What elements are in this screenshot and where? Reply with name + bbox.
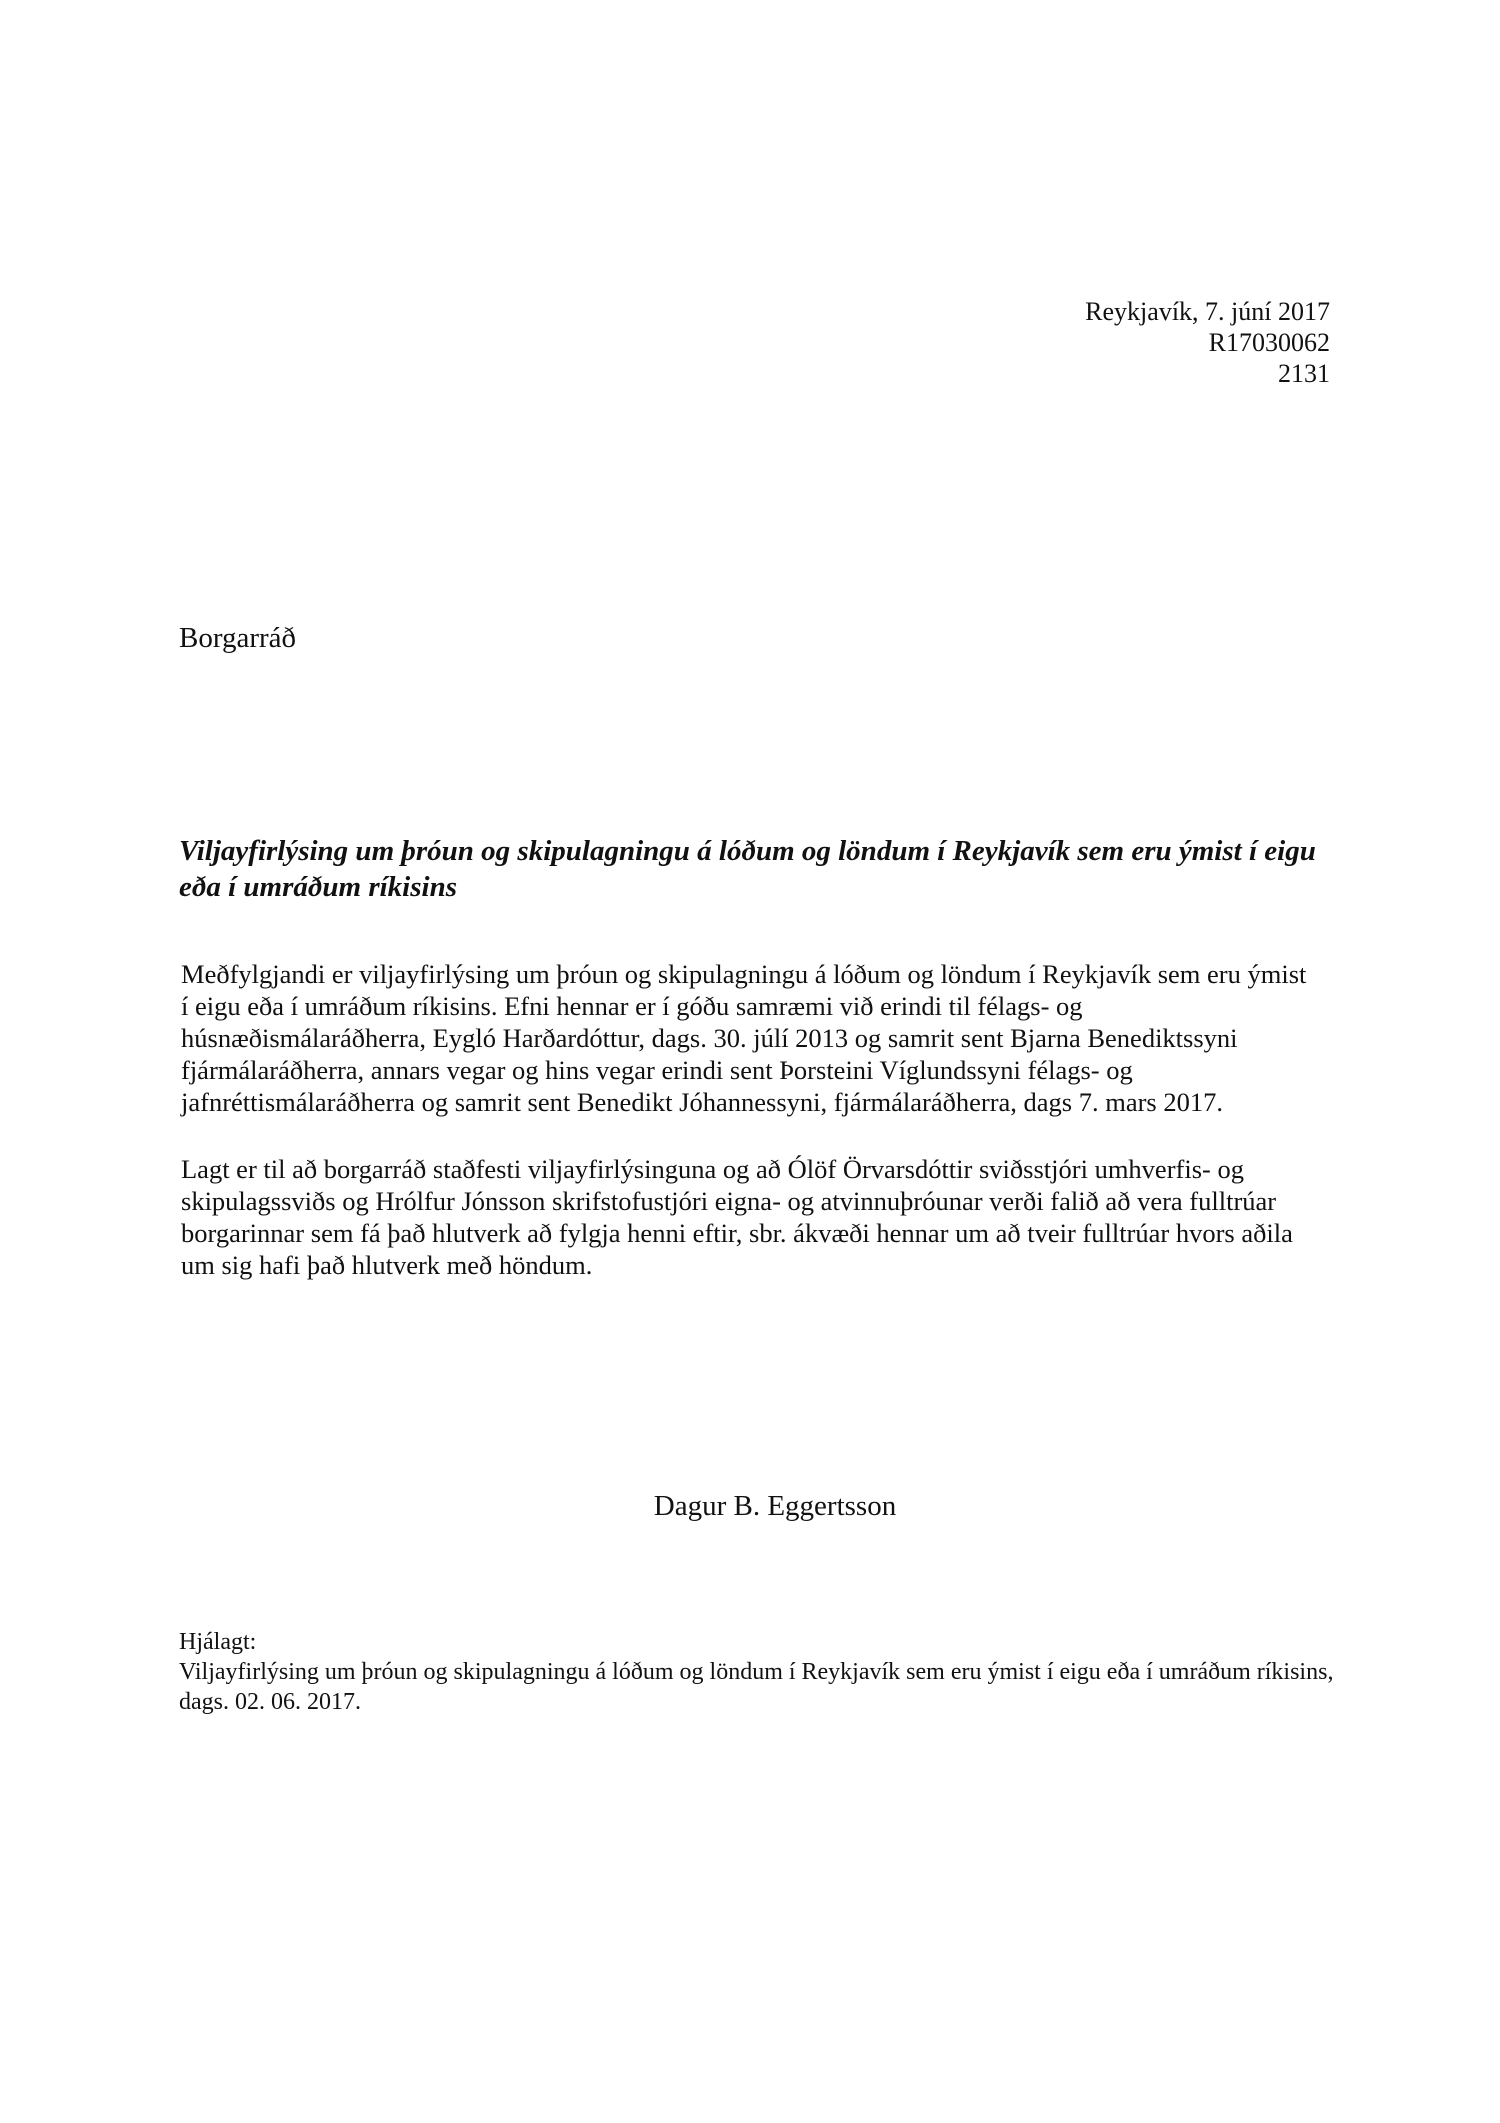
- recipient: Borgarráð: [179, 622, 297, 654]
- signature-name: Dagur B. Eggertsson: [653, 1490, 897, 1522]
- subject-heading: Viljayfirlýsing um þróun og skipulagningu á lóðum og löndum í Reykjavík sem eru ýmist í eigu eða í umráðum ríkisins: [179, 835, 1316, 903]
- attachment-label: Hjálagt:: [179, 1629, 257, 1655]
- attachment-block: [179, 1627, 1339, 1717]
- body-paragraph-2: Lagt er til að borgarráð staðfesti viljayfirlýsinguna og að Ólöf Örvarsdóttir sviðsstjóri umhverfis- og skipulagssviðs og Hrólfur Jónsson skrifstofustjóri eigna- og atvinnuþróunar verði falið að vera fulltrúar borgarinnar sem fá það hlutverk að fylgja henni eftir, sbr. ákvæði hennar um að tveir fulltrúar hvors aðila um sig hafi það hlutverk með höndum.: [181, 1154, 1293, 1280]
- date-line: Reykjavík, 7. júní 2017: [1085, 297, 1330, 326]
- case-number: R17030062: [1208, 328, 1330, 357]
- letter-meta: [1085, 296, 1330, 389]
- attachment-text: Viljayfirlýsing um þróun og skipulagningu á lóðum og löndum í Reykjavík sem eru ýmist í eigu eða í umráðum ríkisins, dags. 02. 06. 2017.: [179, 1659, 1334, 1715]
- body-paragraph-1: Meðfylgjandi er viljayfirlýsing um þróun og skipulagningu á lóðum og löndum í Reykjavík sem eru ýmist í eigu eða í umráðum ríkisins. Efni hennar er í góðu samræmi við erindi til félags- og húsnæðismálaráðherra, Eygló Harðardóttur, dags. 30. júlí 2013 og samrit sent Bjarna Benediktssyni fjármálaráðherra, annars vegar og hins vegar erindi sent Þorsteini Víglundssyni félags- og jafnréttismálaráðherra og samrit sent Benedikt Jóhannessyni, fjármálaráðherra, dags 7. mars 2017.: [181, 959, 1307, 1117]
- reference-number: 2131: [1278, 359, 1330, 388]
